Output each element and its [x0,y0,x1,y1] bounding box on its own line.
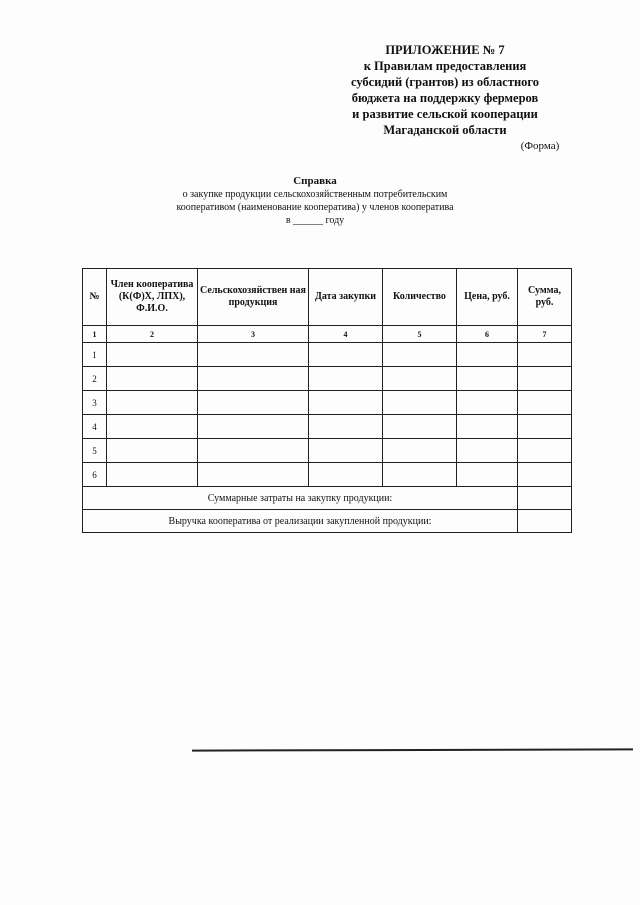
date-cell [309,391,383,415]
date-cell [309,367,383,391]
member-cell [107,367,198,391]
column-number: 4 [309,326,383,343]
purchase-table [82,268,572,533]
table-row [83,463,572,487]
product-cell [198,439,309,463]
heading-line: кооперативом (наименование кооператива) у членов кооператива [176,202,454,213]
sum-cell [518,415,572,439]
appendix-line: и развитие сельской кооперации [352,107,538,121]
row-number: 4 [83,415,107,439]
price-cell [457,463,518,487]
column-number: 2 [107,326,198,343]
heading-line: о закупке продукции сельскохозяйственным потребительским [182,189,448,200]
row-number: 2 [83,367,107,391]
header-date: Дата закупки [309,269,383,326]
appendix-line: субсидий (грантов) из областного [350,75,540,89]
column-number: 3 [198,326,309,343]
date-cell [309,415,383,439]
appendix-line: Магаданской области [383,123,507,137]
table-header-row [83,269,572,326]
column-number: 6 [457,326,518,343]
price-cell [457,439,518,463]
appendix-line: к Правилам предоставления [363,59,527,73]
price-cell [457,391,518,415]
header-sum: Сумма, руб. [518,269,572,326]
form-label: (Форма) [520,140,560,152]
header-number: № [83,269,107,326]
member-cell [107,463,198,487]
table-row [83,415,572,439]
product-cell [198,415,309,439]
price-cell [457,415,518,439]
member-cell [107,415,198,439]
date-cell [309,439,383,463]
total-costs-value-cell [518,487,572,510]
revenue-row [83,510,572,533]
revenue-label: Выручка кооператива от реализации закупленной продукции: [83,510,518,533]
product-cell [198,463,309,487]
sum-cell [518,343,572,367]
row-number: 3 [83,391,107,415]
column-number: 1 [83,326,107,343]
document-heading [130,175,500,227]
row-number: 6 [83,463,107,487]
table-row [83,343,572,367]
total-costs-row [83,487,572,510]
member-cell [107,343,198,367]
product-cell [198,343,309,367]
appendix-title: ПРИЛОЖЕНИЕ № 7 [385,43,505,57]
column-number: 7 [518,326,572,343]
date-cell [309,463,383,487]
product-cell [198,391,309,415]
column-number-row [83,326,572,343]
appendix-block [310,42,580,138]
product-cell [198,367,309,391]
column-number: 5 [383,326,457,343]
date-cell [309,343,383,367]
header-quantity: Количество [383,269,457,326]
quantity-cell [383,415,457,439]
total-costs-label: Суммарные затраты на закупку продукции: [83,487,518,510]
quantity-cell [383,343,457,367]
header-member: Член кооператива (К(Ф)Х, ЛПХ), Ф.И.О. [107,269,198,326]
footer-divider [192,748,633,751]
member-cell [107,391,198,415]
quantity-cell [383,367,457,391]
row-number: 1 [83,343,107,367]
member-cell [107,439,198,463]
table-row [83,439,572,463]
quantity-cell [383,391,457,415]
price-cell [457,343,518,367]
sum-cell [518,439,572,463]
heading-year-line: в ______ году [285,215,345,226]
row-number: 5 [83,439,107,463]
header-price: Цена, руб. [457,269,518,326]
sum-cell [518,463,572,487]
document-title: Справка [293,175,337,187]
revenue-value-cell [518,510,572,533]
sum-cell [518,391,572,415]
sum-cell [518,367,572,391]
appendix-line: бюджета на поддержку фермеров [351,91,539,105]
table-row [83,391,572,415]
table-row [83,367,572,391]
price-cell [457,367,518,391]
quantity-cell [383,439,457,463]
quantity-cell [383,463,457,487]
header-product: Сельскохозяйствен ная продукция [198,269,309,326]
